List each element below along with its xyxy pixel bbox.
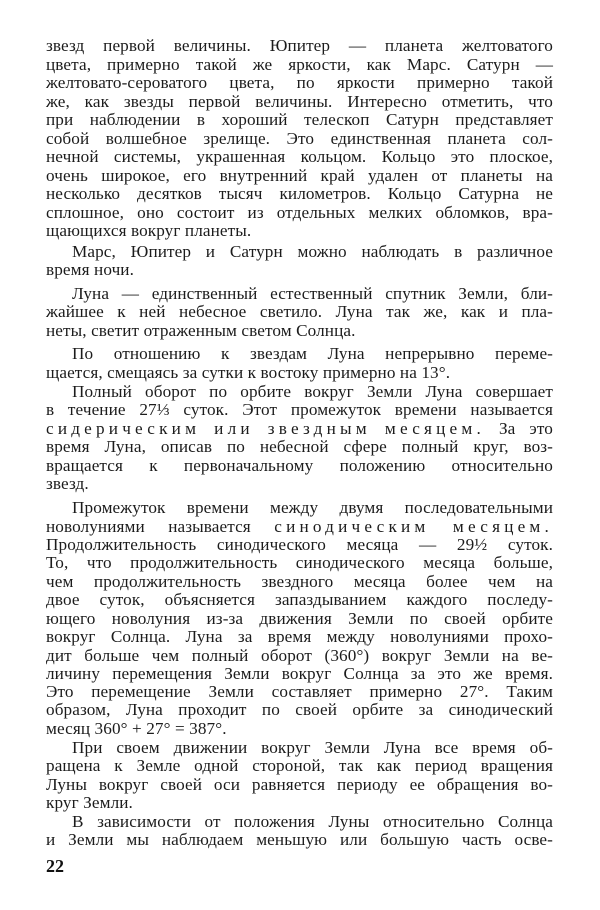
text-line: ющего новолуния из-за движения Земли по своей орбите [46, 609, 553, 628]
text-fragment: или [214, 419, 254, 438]
text-line: Марс, Юпитер и Сатурн можно наблюдать в различное [72, 242, 553, 261]
text-line: жайшее к ней небесное светило. Луна так же, как и пла- [46, 302, 553, 321]
text-line: месяц 360° + 27° = 387°. [46, 719, 227, 738]
text-line: сплошное, оно состоит из отдельных мелких обломков, вра- [46, 203, 553, 222]
text-line: дит больше чем полный оборот (360°) вокруг Земли на ве- [46, 646, 553, 665]
text-line: При своем движении вокруг Земли Луна все время об- [72, 738, 553, 757]
text-line: неты, светит отраженным светом Солнца. [46, 321, 356, 340]
text-line: собой волшебное зрелище. Это единственная планета сол- [46, 129, 553, 148]
text-line: Промежуток времени между двумя последовательными [72, 498, 553, 517]
text-line: и Земли мы наблюдаем меньшую или большую часть осве- [46, 830, 553, 849]
text-line: В зависимости от положения Луны относительно Солнца [72, 812, 553, 831]
text-line: Луна — единственный естественный спутник Земли, бли- [72, 284, 553, 303]
text-line: Это перемещение Земли составляет примерно 27°. Таким [46, 682, 553, 701]
text-line: несколько десятков тысяч километров. Кольцо Сатурна не [46, 184, 553, 203]
text-line: очень широкое, его внутренний край удален от планеты на [46, 166, 553, 185]
text-line: По отношению к звездам Луна непрерывно переме- [72, 344, 553, 363]
term-sidereal-month: звездным [267, 419, 371, 438]
text-line: нечной системы, украшенная кольцом. Кольцо это плоское, [46, 147, 553, 166]
text-line: время ночи. [46, 260, 135, 279]
text-line: Луны вокруг своей оси равняется периоду ее обращения во- [46, 775, 553, 794]
text-line-emphasis [46, 419, 553, 439]
text-line: вращается к первоначальному положению относительно [46, 456, 553, 475]
text-line: ращена к Земле одной стороной, так как период вращения [46, 756, 553, 775]
text-line: круг Земли. [46, 793, 133, 812]
text-line: То, что продолжительность синодического месяца больше, [46, 553, 553, 572]
term-sidereal-month: месяцем. [384, 419, 485, 438]
text-line-emphasis [46, 517, 553, 537]
text-line: время Луна, описав по небесной сфере полный круг, воз- [46, 437, 553, 456]
term-synodic-month: месяцем. [452, 517, 553, 536]
text-line: цвета, примерно такой же яркости, как Марс. Сатурн — [46, 55, 553, 74]
text-line: образом, Луна проходит по своей орбите за синодический [46, 700, 553, 719]
text-line: чем продолжительность звездного месяца более чем на [46, 572, 553, 591]
text-line: щается, смещаясь за сутки к востоку примерно на 13°. [46, 363, 451, 382]
term-sidereal: сидерическим [46, 419, 201, 438]
text-line: же, как звезды первой величины. Интересно отметить, что [46, 92, 553, 111]
text-line: при наблюдении в хороший телескоп Сатурн представляет [46, 110, 553, 129]
text-line: личину перемещения Земли вокруг Солнца за это же время. [46, 664, 553, 683]
term-synodic: синодическим [274, 517, 430, 536]
text-line: в течение 27⅓ суток. Этот промежуток времени называется [46, 400, 553, 419]
text-line: Продолжительность синодического месяца — 29½ суток. [46, 535, 553, 554]
text-line: звезд. [46, 474, 89, 493]
text-line: желтовато-сероватого цвета, по яркости примерно такой [46, 73, 553, 92]
text-line: двое суток, объясняется запаздыванием каждого последу- [46, 590, 553, 609]
text-line: вокруг Солнца. Луна за время между новолуниями прохо- [46, 627, 553, 646]
text-line: звезд первой величины. Юпитер — планета желтоватого [46, 36, 553, 55]
text-fragment: За это [498, 419, 553, 438]
text-fragment: новолуниями называется [46, 517, 251, 536]
text-line: Полный оборот по орбите вокруг Земли Луна совершает [72, 382, 553, 401]
page-number: 22 [46, 856, 64, 876]
text-line: щающихся вокруг планеты. [46, 221, 252, 240]
